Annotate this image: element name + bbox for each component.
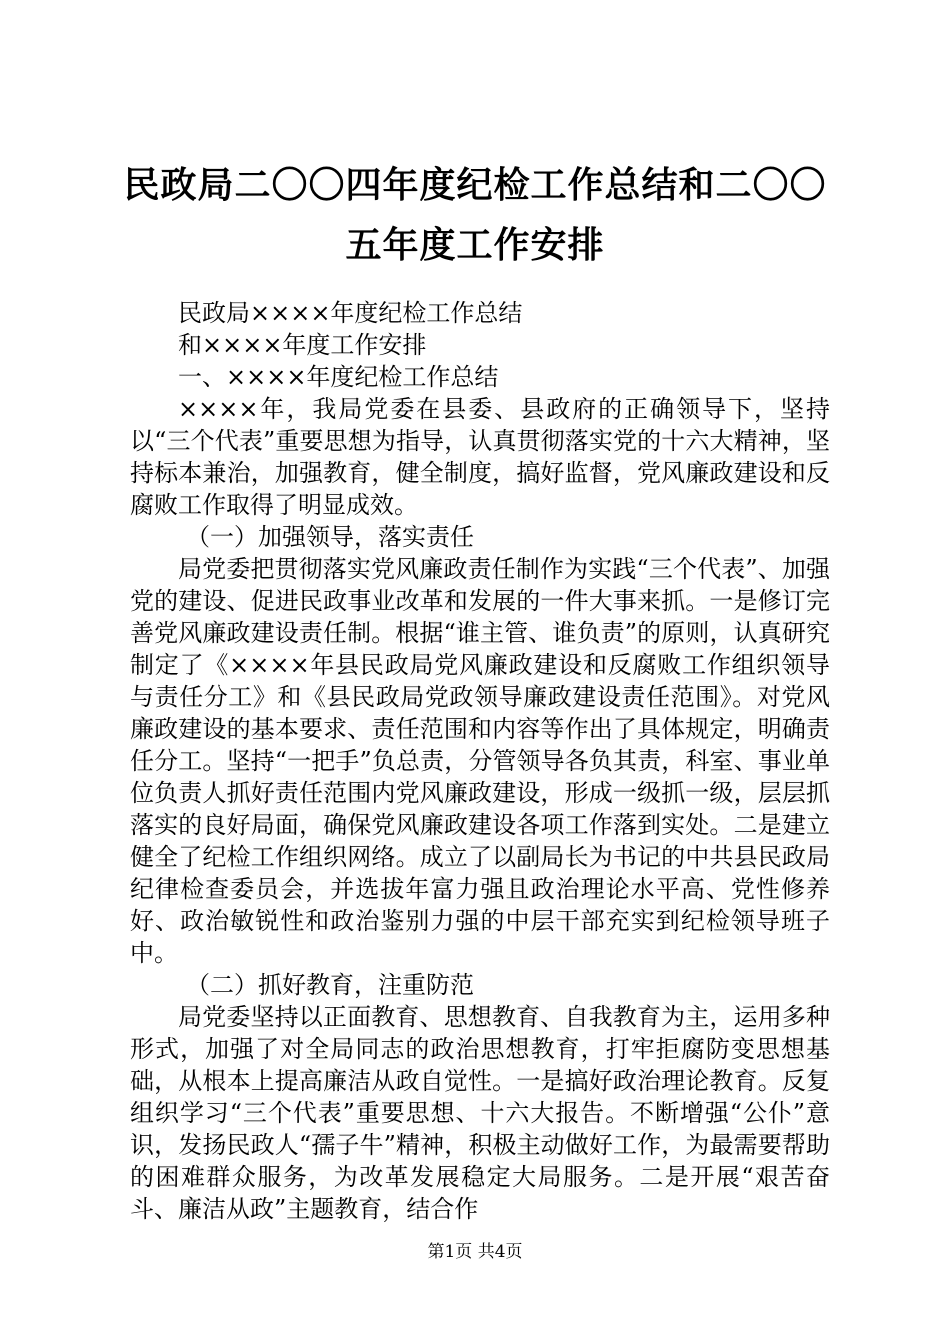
paragraph-leadership: 局党委把贯彻落实党风廉政责任制作为实践“三个代表”、加强党的建设、促进民政事业改革和发展的一件大事来抓。一是修订完善党风廉政建设责任制。根据“谁主管、谁负责”的原则，认真研究制定了《××××年县民政局党风廉政建设和反腐败工作组织领导与责任分工》和《县民政局党政领导廉政建设责任范围》。对党风廉政建设的基本要求、责任范围和内容等作出了具体规定，明确责任分工。坚持“一把手”负总责，分管领导各负其责，科室、事业单位负责人抓好责任范围内党风廉政建设，形成一级抓一级，层层抓落实的良好局面，确保党风廉政建设各项工作落到实处。二是建立健全了纪检工作组织网络。成立了以副局长为书记的中共县民政局纪律检查委员会，并选拔年富力强且政治理论水平高、党性修养好、政治敏锐性和政治鉴别力强的中层干部充实到纪检领导班子中。 (130, 555, 830, 967)
page-footer: 第1页 共4页 (427, 1242, 523, 1262)
document-body (130, 297, 830, 1225)
subtitle-line-1: 民政局××××年度纪检工作总结 (178, 299, 523, 327)
paragraph-education: 局党委坚持以正面教育、思想教育、自我教育为主，运用多种形式，加强了对全局同志的政治思想教育，打牢拒腐防变思想基础，从根本上提高廉洁从政自觉性。一是搞好政治理论教育。反复组织学习“三个代表”重要思想、十六大报告。不断增强“公仆”意识，发扬民政人“孺子牛”精神，积极主动做好工作，为最需要帮助的困难群众服务，为改革发展稳定大局服务。二是开展“艰苦奋斗、廉洁从政”主题教育，结合作 (130, 1003, 830, 1223)
subheading-1: （一）加强领导，落实责任 (186, 523, 474, 551)
subheading-2: （二）抓好教育，注重防范 (186, 971, 474, 999)
subtitle-line-2: 和××××年度工作安排 (178, 331, 427, 359)
document-title: 民政局二〇〇四年度纪检工作总结和二〇〇五年度工作安排 (123, 164, 827, 266)
section-heading-1: 一、××××年度纪检工作总结 (178, 363, 499, 391)
paragraph-intro: ××××年，我局党委在县委、县政府的正确领导下，坚持以“三个代表”重要思想为指导，认真贯彻落实党的十六大精神，坚持标本兼治，加强教育，健全制度，搞好监督，党风廉政建设和反腐败工作取得了明显成效。 (130, 395, 830, 519)
